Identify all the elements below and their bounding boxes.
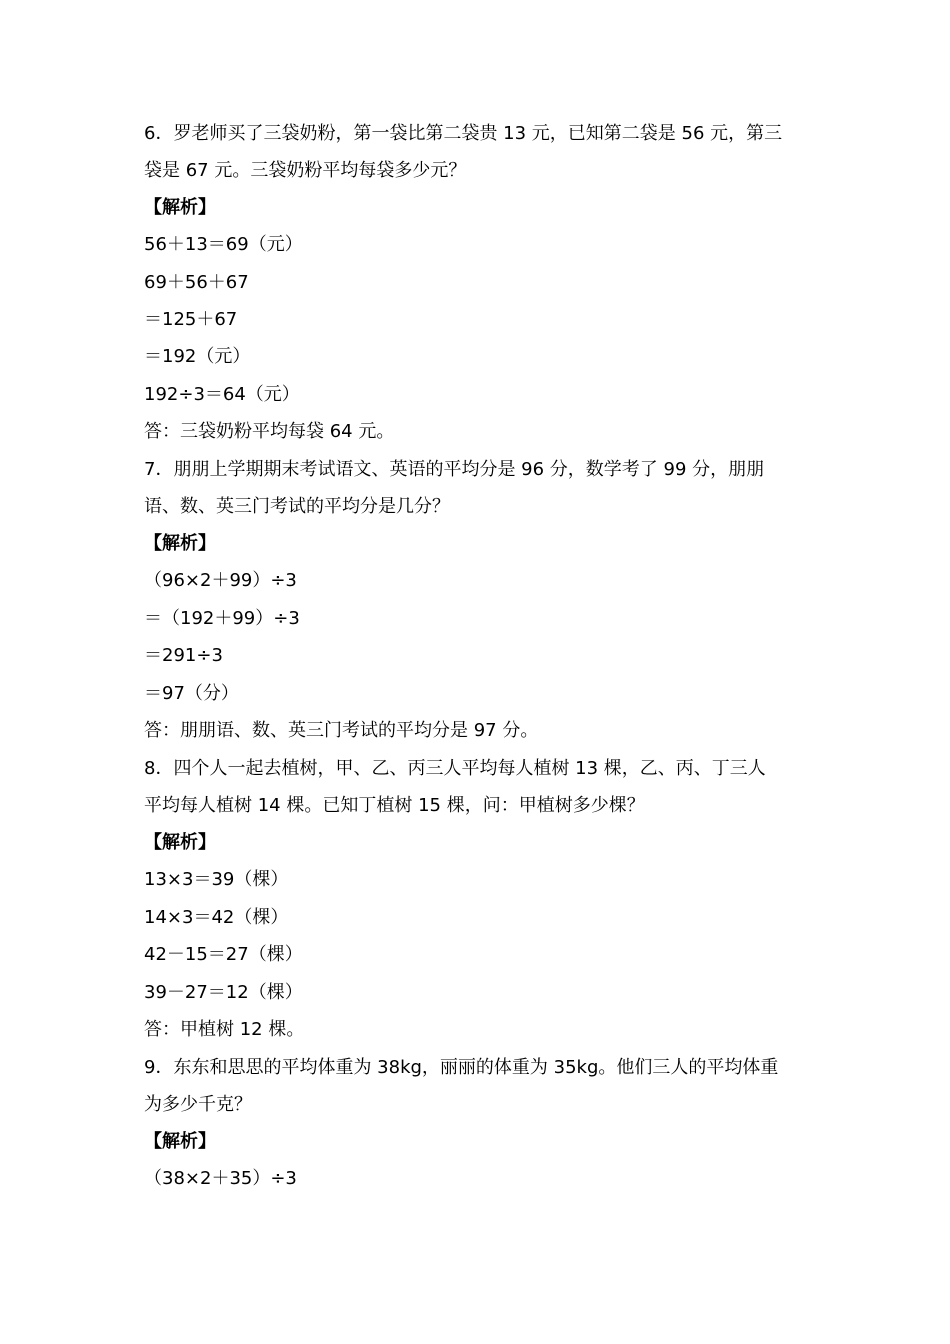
analysis-heading: 【解析】 xyxy=(144,197,216,218)
solution-line: 69＋56＋67 xyxy=(144,272,249,293)
problem-6-text-line-2: 袋是 67 元。三袋奶粉平均每袋多少元？ xyxy=(144,160,467,181)
analysis-heading: 【解析】 xyxy=(144,533,216,554)
problem-7-text-line-1: 7．朋朋上学期期末考试语文、英语的平均分是 96 分，数学考了 99 分，朋朋 xyxy=(144,459,765,480)
solution-line: ＝291÷3 xyxy=(144,645,223,666)
solution-line: ＝（192＋99）÷3 xyxy=(144,608,300,629)
solution-line: ＝192（元） xyxy=(144,346,251,367)
solution-line: （38×2＋35）÷3 xyxy=(144,1168,297,1189)
solution-line: ＝97（分） xyxy=(144,683,239,704)
solution-line: 13×3＝39（棵） xyxy=(144,869,289,890)
problem-6-text-line-1: 6．罗老师买了三袋奶粉，第一袋比第二袋贵 13 元，已知第二袋是 56 元，第三 xyxy=(144,123,783,144)
solution-line: 42－15＝27（棵） xyxy=(144,944,303,965)
problem-8-text-line-1: 8．四个人一起去植树，甲、乙、丙三人平均每人植树 13 棵，乙、丙、丁三人 xyxy=(144,758,766,779)
problem-9-text-line-2: 为多少千克？ xyxy=(144,1094,252,1115)
solution-line: 192÷3＝64（元） xyxy=(144,384,300,405)
analysis-heading: 【解析】 xyxy=(144,1131,216,1152)
solution-line: ＝125＋67 xyxy=(144,309,238,330)
answer-line: 答：三袋奶粉平均每袋 64 元。 xyxy=(144,421,395,442)
problem-7-text-line-2: 语、数、英三门考试的平均分是几分？ xyxy=(144,496,450,517)
problem-9-text-line-1: 9．东东和思思的平均体重为 38kg，丽丽的体重为 35kg。他们三人的平均体重 xyxy=(144,1057,779,1078)
solution-line: 39－27＝12（棵） xyxy=(144,982,303,1003)
problem-8-text-line-2: 平均每人植树 14 棵。已知丁植树 15 棵，问：甲植树多少棵？ xyxy=(144,795,645,816)
analysis-heading: 【解析】 xyxy=(144,832,216,853)
answer-line: 答：甲植树 12 棵。 xyxy=(144,1019,305,1040)
solution-line: 56＋13＝69（元） xyxy=(144,234,303,255)
answer-line: 答：朋朋语、数、英三门考试的平均分是 97 分。 xyxy=(144,720,539,741)
solution-line: （96×2＋99）÷3 xyxy=(144,570,297,591)
solution-line: 14×3＝42（棵） xyxy=(144,907,289,928)
